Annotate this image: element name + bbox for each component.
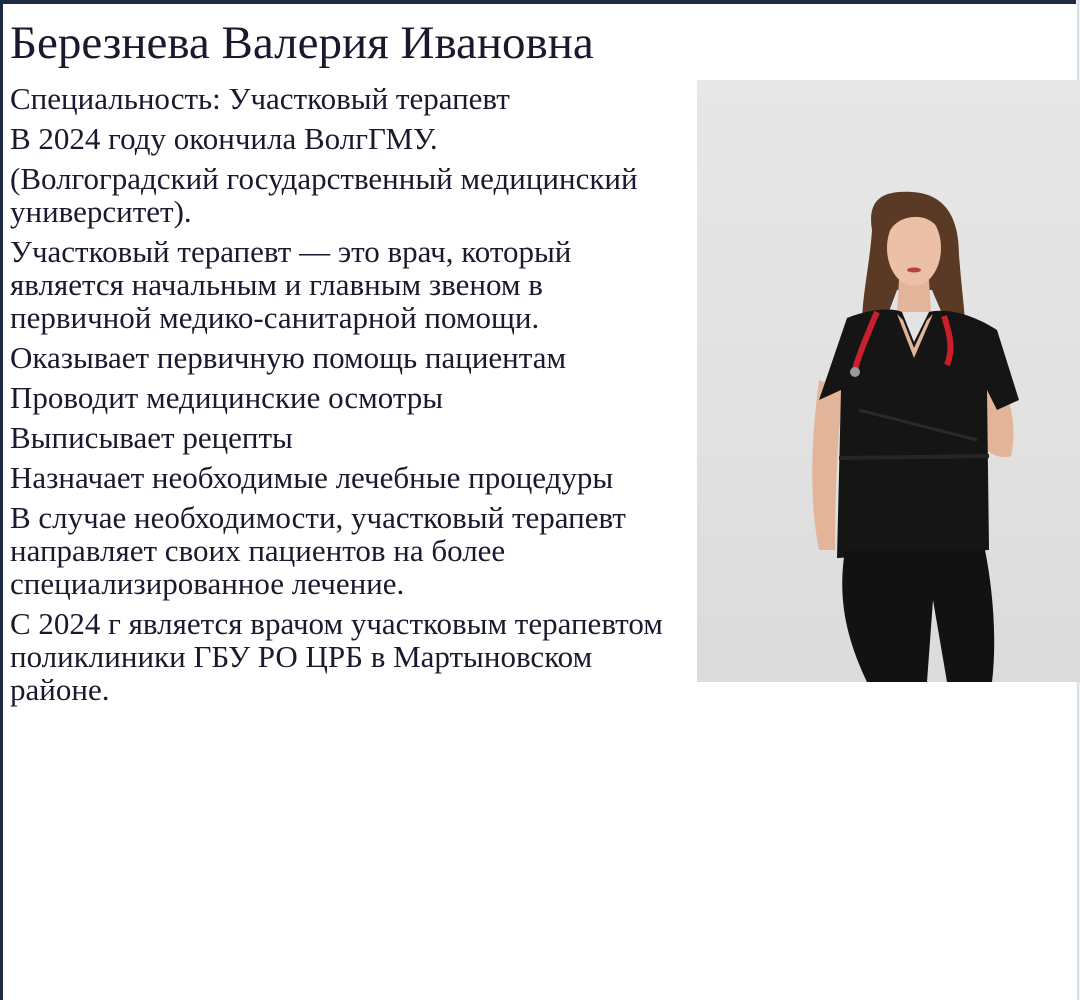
duty-prescriptions: Выписывает рецепты bbox=[10, 420, 293, 455]
education-text: В 2024 году окончила ВолгГМУ. bbox=[10, 121, 438, 156]
current-position-text: С 2024 г является врачом участковым терапевтом поликлиники ГБУ РО ЦРБ в Мартыновском районе. bbox=[10, 606, 663, 707]
doctor-name-title: Березнева Валерия Ивановна bbox=[10, 17, 594, 69]
duty-referrals: В случае необходимости, участковый терапевт направляет своих пациентов на более специализированное лечение. bbox=[10, 500, 626, 601]
frame-left-border bbox=[0, 0, 3, 1000]
doctor-figure-illustration bbox=[697, 80, 1080, 682]
specialty-text: Специальность: Участковый терапевт bbox=[10, 81, 510, 116]
doctor-photo bbox=[697, 80, 1080, 682]
frame-top-border bbox=[0, 0, 1080, 4]
duty-examinations: Проводит медицинские осмотры bbox=[10, 380, 444, 415]
duty-primary-care: Оказывает первичную помощь пациентам bbox=[10, 340, 567, 375]
role-description-text: Участковый терапевт — это врач, который является начальным и главным звеном в первичной медико-санитарной помощи. bbox=[10, 234, 572, 335]
profile-description bbox=[10, 82, 686, 713]
university-name-text: (Волгоградский государственный медицинский университет). bbox=[10, 161, 638, 229]
duty-procedures: Назначает необходимые лечебные процедуры bbox=[10, 460, 614, 495]
